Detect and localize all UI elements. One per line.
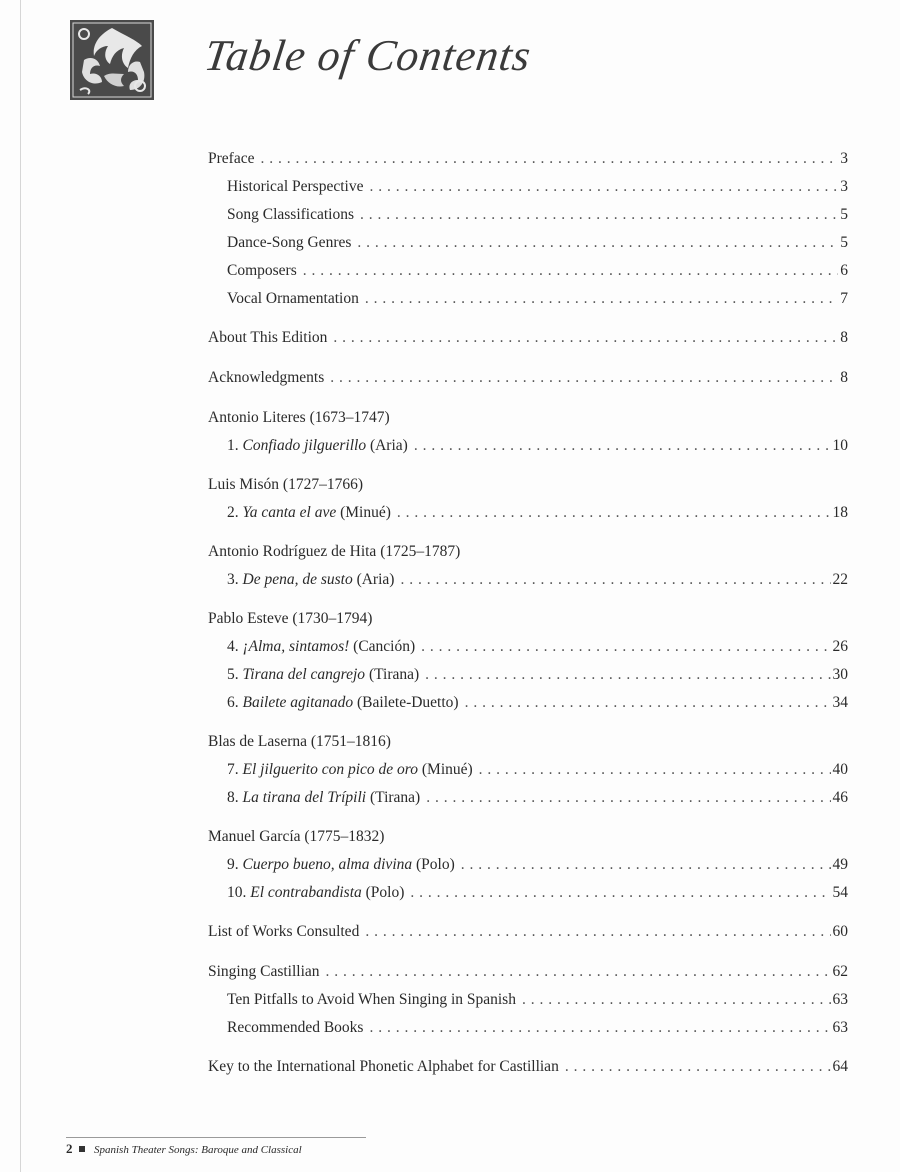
- dot-leader: [522, 986, 831, 1014]
- table-of-contents: [208, 145, 848, 1093]
- toc-song-entry[interactable]: [208, 499, 848, 527]
- toc-entry-label: Preface: [208, 150, 255, 167]
- dot-leader: [369, 1014, 830, 1042]
- toc-entry-label: [227, 661, 419, 689]
- toc-page-number: 10: [832, 437, 848, 454]
- footer-book-title: Spanish Theater Songs: Baroque and Classical: [94, 1144, 302, 1156]
- toc-entry-label: [227, 851, 455, 879]
- dot-leader: [330, 364, 838, 392]
- song-title: De pena, de susto: [242, 571, 353, 588]
- toc-entry[interactable]: [208, 958, 848, 986]
- toc-group-about: [208, 324, 848, 352]
- composer-heading: Antonio Rodríguez de Hita (1725–1787): [208, 543, 461, 560]
- dot-leader: [426, 784, 830, 812]
- page-title: Table of Contents: [201, 31, 535, 80]
- song-number: 9.: [227, 856, 239, 873]
- dot-leader: [326, 958, 831, 986]
- celtic-leaf-ornament-icon: [70, 20, 154, 100]
- toc-group-composer: [208, 823, 848, 907]
- song-number: 4.: [227, 638, 239, 655]
- toc-song-entry[interactable]: [208, 566, 848, 594]
- toc-entry[interactable]: [208, 918, 848, 946]
- toc-page-number: 18: [832, 504, 848, 521]
- toc-page-number: 26: [832, 638, 848, 655]
- page-edge-line: [20, 0, 21, 1172]
- dot-leader: [365, 285, 838, 313]
- page-footer: [66, 1137, 366, 1157]
- toc-entry-label: Song Classifications: [227, 206, 355, 223]
- composer-heading: Manuel García (1775–1832): [208, 828, 385, 845]
- toc-group-composer: [208, 538, 848, 594]
- toc-entry-label: [227, 432, 408, 460]
- song-genre: (Tirana): [369, 789, 421, 806]
- song-genre: (Canción): [353, 638, 416, 655]
- song-title: El jilguerito con pico de oro: [242, 761, 418, 778]
- toc-entry-label: About This Edition: [208, 329, 328, 346]
- toc-page-number: 22: [832, 571, 848, 588]
- dot-leader: [400, 566, 830, 594]
- song-number: 10.: [227, 884, 247, 901]
- square-bullet-icon: [79, 1146, 85, 1152]
- footer-page-number: 2: [66, 1141, 73, 1156]
- toc-page-number: 5: [840, 206, 848, 223]
- toc-song-entry[interactable]: [208, 879, 848, 907]
- song-title: Tirana del cangrejo: [242, 666, 366, 683]
- toc-subentry[interactable]: [208, 229, 848, 257]
- toc-entry-label: [227, 689, 459, 717]
- toc-entry-label: [227, 756, 473, 784]
- song-number: 1.: [227, 437, 239, 454]
- toc-page-number: 3: [840, 178, 848, 195]
- toc-song-entry[interactable]: [208, 756, 848, 784]
- toc-page-number: 40: [832, 761, 848, 778]
- toc-entry-label: Singing Castillian: [208, 963, 320, 980]
- song-title: Confiado jilguerillo: [242, 437, 367, 454]
- dot-leader: [425, 661, 830, 689]
- toc-song-entry[interactable]: [208, 689, 848, 717]
- song-genre: (Tirana): [368, 666, 420, 683]
- toc-song-entry[interactable]: [208, 633, 848, 661]
- song-genre: (Aria): [369, 437, 408, 454]
- toc-entry-label: Recommended Books: [227, 1019, 364, 1036]
- composer-heading: Luis Misón (1727–1766): [208, 476, 363, 493]
- dot-leader: [365, 918, 830, 946]
- toc-group-composer: [208, 471, 848, 527]
- dot-leader: [357, 229, 838, 257]
- song-genre: (Aria): [356, 571, 395, 588]
- toc-group-ipa: [208, 1053, 848, 1081]
- toc-entry-label: Key to the International Phonetic Alphabet for Castillian: [208, 1058, 559, 1075]
- toc-page-number: 6: [840, 262, 848, 279]
- dot-leader: [397, 499, 831, 527]
- toc-entry[interactable]: [208, 1053, 848, 1081]
- toc-subentry[interactable]: [208, 986, 848, 1014]
- toc-group-acknowledgments: [208, 364, 848, 392]
- toc-page-number: 8: [840, 369, 848, 386]
- dot-leader: [360, 201, 838, 229]
- toc-entry-label: [227, 784, 420, 812]
- dot-leader: [461, 851, 831, 879]
- dot-leader: [421, 633, 830, 661]
- dot-leader: [565, 1053, 831, 1081]
- toc-group-works-consulted: [208, 918, 848, 946]
- song-genre: (Bailete-Duetto): [357, 694, 459, 711]
- toc-song-entry[interactable]: [208, 784, 848, 812]
- song-number: 7.: [227, 761, 239, 778]
- toc-page-number: 64: [832, 1058, 848, 1075]
- toc-entry-label: Ten Pitfalls to Avoid When Singing in Spanish: [227, 991, 516, 1008]
- toc-entry-label: Acknowledgments: [208, 369, 325, 386]
- toc-entry-label: List of Works Consulted: [208, 923, 360, 940]
- song-title: El contrabandista: [250, 884, 362, 901]
- song-genre: (Minué): [421, 761, 473, 778]
- song-number: 3.: [227, 571, 239, 588]
- toc-page-number: 46: [832, 789, 848, 806]
- composer-heading: Pablo Esteve (1730–1794): [208, 610, 373, 627]
- dot-leader: [303, 257, 839, 285]
- toc-entry-label: Dance-Song Genres: [227, 234, 352, 251]
- toc-entry-label: Composers: [227, 262, 297, 279]
- toc-entry-label: [227, 566, 394, 594]
- toc-page-number: 7: [840, 290, 848, 307]
- toc-entry[interactable]: [208, 324, 848, 352]
- dot-leader: [333, 324, 838, 352]
- dot-leader: [479, 756, 831, 784]
- song-number: 8.: [227, 789, 239, 806]
- song-title: Cuerpo bueno, alma divina: [242, 856, 413, 873]
- toc-entry[interactable]: [208, 145, 848, 173]
- toc-group-preface: [208, 145, 848, 313]
- toc-group-composer: [208, 728, 848, 812]
- song-genre: (Minué): [340, 504, 391, 521]
- toc-entry-label: Historical Perspective: [227, 178, 364, 195]
- toc-entry[interactable]: [208, 364, 848, 392]
- toc-page-number: 63: [832, 1019, 848, 1036]
- toc-group-composer: [208, 605, 848, 717]
- dot-leader: [414, 432, 831, 460]
- song-title: ¡Alma, sintamos!: [242, 638, 350, 655]
- toc-subentry[interactable]: [208, 173, 848, 201]
- dot-leader: [369, 173, 838, 201]
- composer-heading: Blas de Laserna (1751–1816): [208, 733, 391, 750]
- composer-heading: Antonio Literes (1673–1747): [208, 409, 390, 426]
- toc-page-number: 3: [840, 150, 848, 167]
- toc-subentry[interactable]: [208, 257, 848, 285]
- toc-page-number: 62: [832, 963, 848, 980]
- toc-song-entry[interactable]: [208, 851, 848, 879]
- toc-entry-label: [227, 633, 415, 661]
- toc-page-number: 8: [840, 329, 848, 346]
- toc-song-entry[interactable]: [208, 432, 848, 460]
- song-title: Bailete agitanado: [242, 694, 354, 711]
- toc-subentry[interactable]: [208, 1014, 848, 1042]
- toc-page-number: 34: [832, 694, 848, 711]
- toc-song-entry[interactable]: [208, 661, 848, 689]
- toc-group-composer: [208, 404, 848, 460]
- toc-subentry[interactable]: [208, 285, 848, 313]
- song-title: Ya canta el ave: [242, 504, 337, 521]
- dot-leader: [410, 879, 830, 907]
- toc-page-number: 60: [832, 923, 848, 940]
- song-number: 6.: [227, 694, 239, 711]
- toc-group-castillian: [208, 958, 848, 1042]
- song-number: 5.: [227, 666, 239, 683]
- song-number: 2.: [227, 504, 239, 521]
- toc-entry-label: [227, 879, 404, 907]
- toc-page-number: 49: [832, 856, 848, 873]
- toc-subentry[interactable]: [208, 201, 848, 229]
- toc-page-number: 63: [832, 991, 848, 1008]
- toc-page-number: 30: [832, 666, 848, 683]
- toc-page-number: 5: [840, 234, 848, 251]
- song-title: La tirana del Trípili: [242, 789, 367, 806]
- song-genre: (Polo): [416, 856, 455, 873]
- song-genre: (Polo): [365, 884, 405, 901]
- toc-entry-label: Vocal Ornamentation: [227, 290, 359, 307]
- dot-leader: [465, 689, 831, 717]
- toc-entry-label: [227, 499, 391, 527]
- toc-page-number: 54: [832, 884, 848, 901]
- dot-leader: [260, 145, 838, 173]
